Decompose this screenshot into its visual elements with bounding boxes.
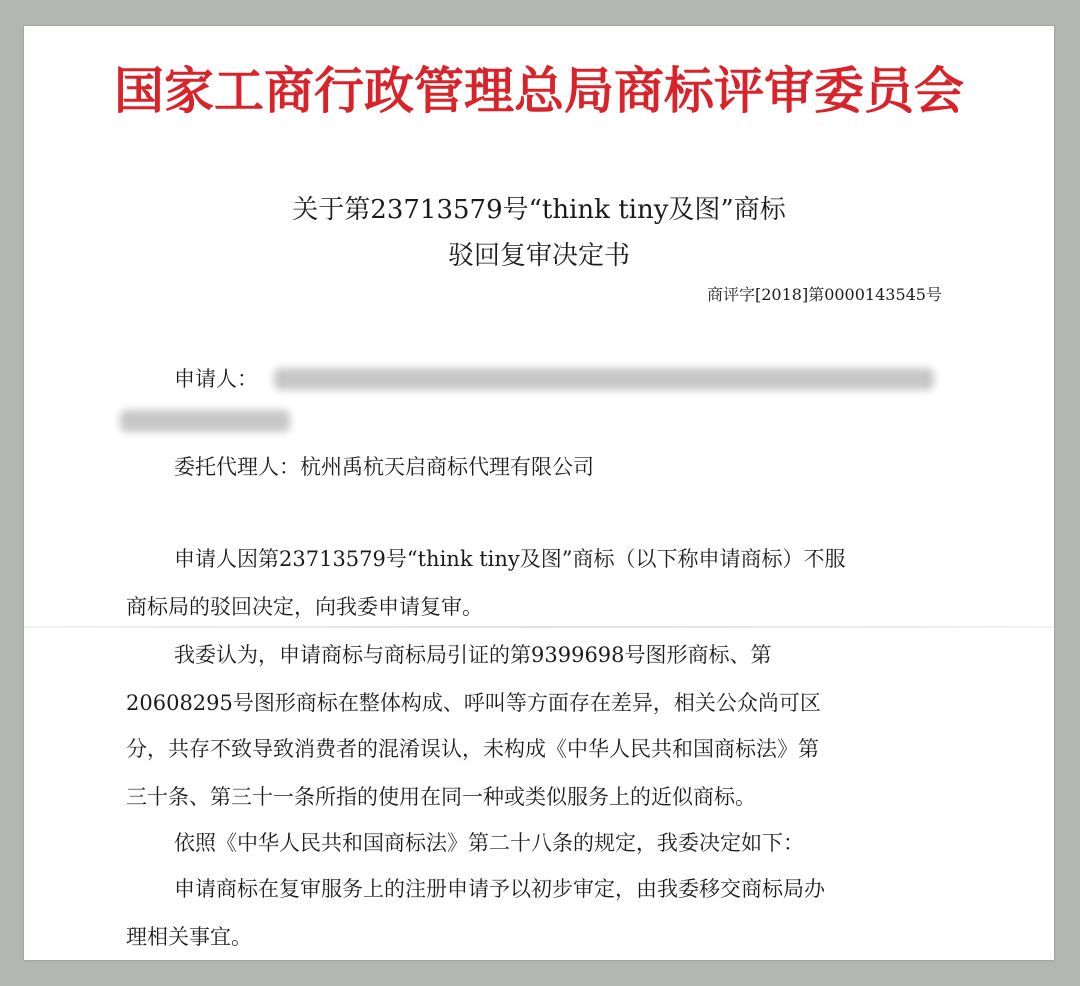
paragraph-2-line-4: 三十条、第三十一条所指的使用在同一种或类似服务上的近似商标。 xyxy=(126,785,756,809)
document-page xyxy=(24,26,1054,960)
paper-fold-line xyxy=(24,626,1054,628)
decision-title-line1: 关于第23713579号“think tiny及图”商标 xyxy=(292,195,786,225)
paragraph-1-line-1: 申请人因第23713579号“think tiny及图”商标（以下称申请商标）不服 xyxy=(174,547,846,571)
paragraph-1-line-2: 商标局的驳回决定，向我委申请复审。 xyxy=(126,595,483,619)
agent-label: 委托代理人： xyxy=(174,455,300,479)
paragraph-2-line-3: 分，共存不致导致消费者的混淆误认，未构成《中华人民共和国商标法》第 xyxy=(126,737,819,761)
decision-title-line2: 驳回复审决定书 xyxy=(447,241,630,271)
paragraph-3-line-1: 依照《中华人民共和国商标法》第二十八条的规定，我委决定如下： xyxy=(174,831,804,855)
agency-header: 国家工商行政管理总局商标评审委员会 xyxy=(114,62,964,120)
applicant-name-redacted xyxy=(274,368,934,390)
paragraph-2-line-2: 20608295号图形商标在整体构成、呼叫等方面存在差异，相关公众尚可区 xyxy=(126,691,821,715)
agent-name: 杭州禹杭天启商标代理有限公司 xyxy=(300,455,594,479)
paragraph-2-line-1: 我委认为，申请商标与商标局引证的第9399698号图形商标、第 xyxy=(174,643,772,667)
paragraph-4-line-1: 申请商标在复审服务上的注册申请予以初步审定，由我委移交商标局办 xyxy=(174,877,825,901)
applicant-label: 申请人： xyxy=(174,367,258,391)
agent-line xyxy=(174,452,594,482)
paragraph-4-line-2: 理相关事宜。 xyxy=(126,925,252,949)
document-number: 商评字[2018]第0000143545号 xyxy=(706,285,942,304)
applicant-name-redacted-cont xyxy=(120,410,290,432)
